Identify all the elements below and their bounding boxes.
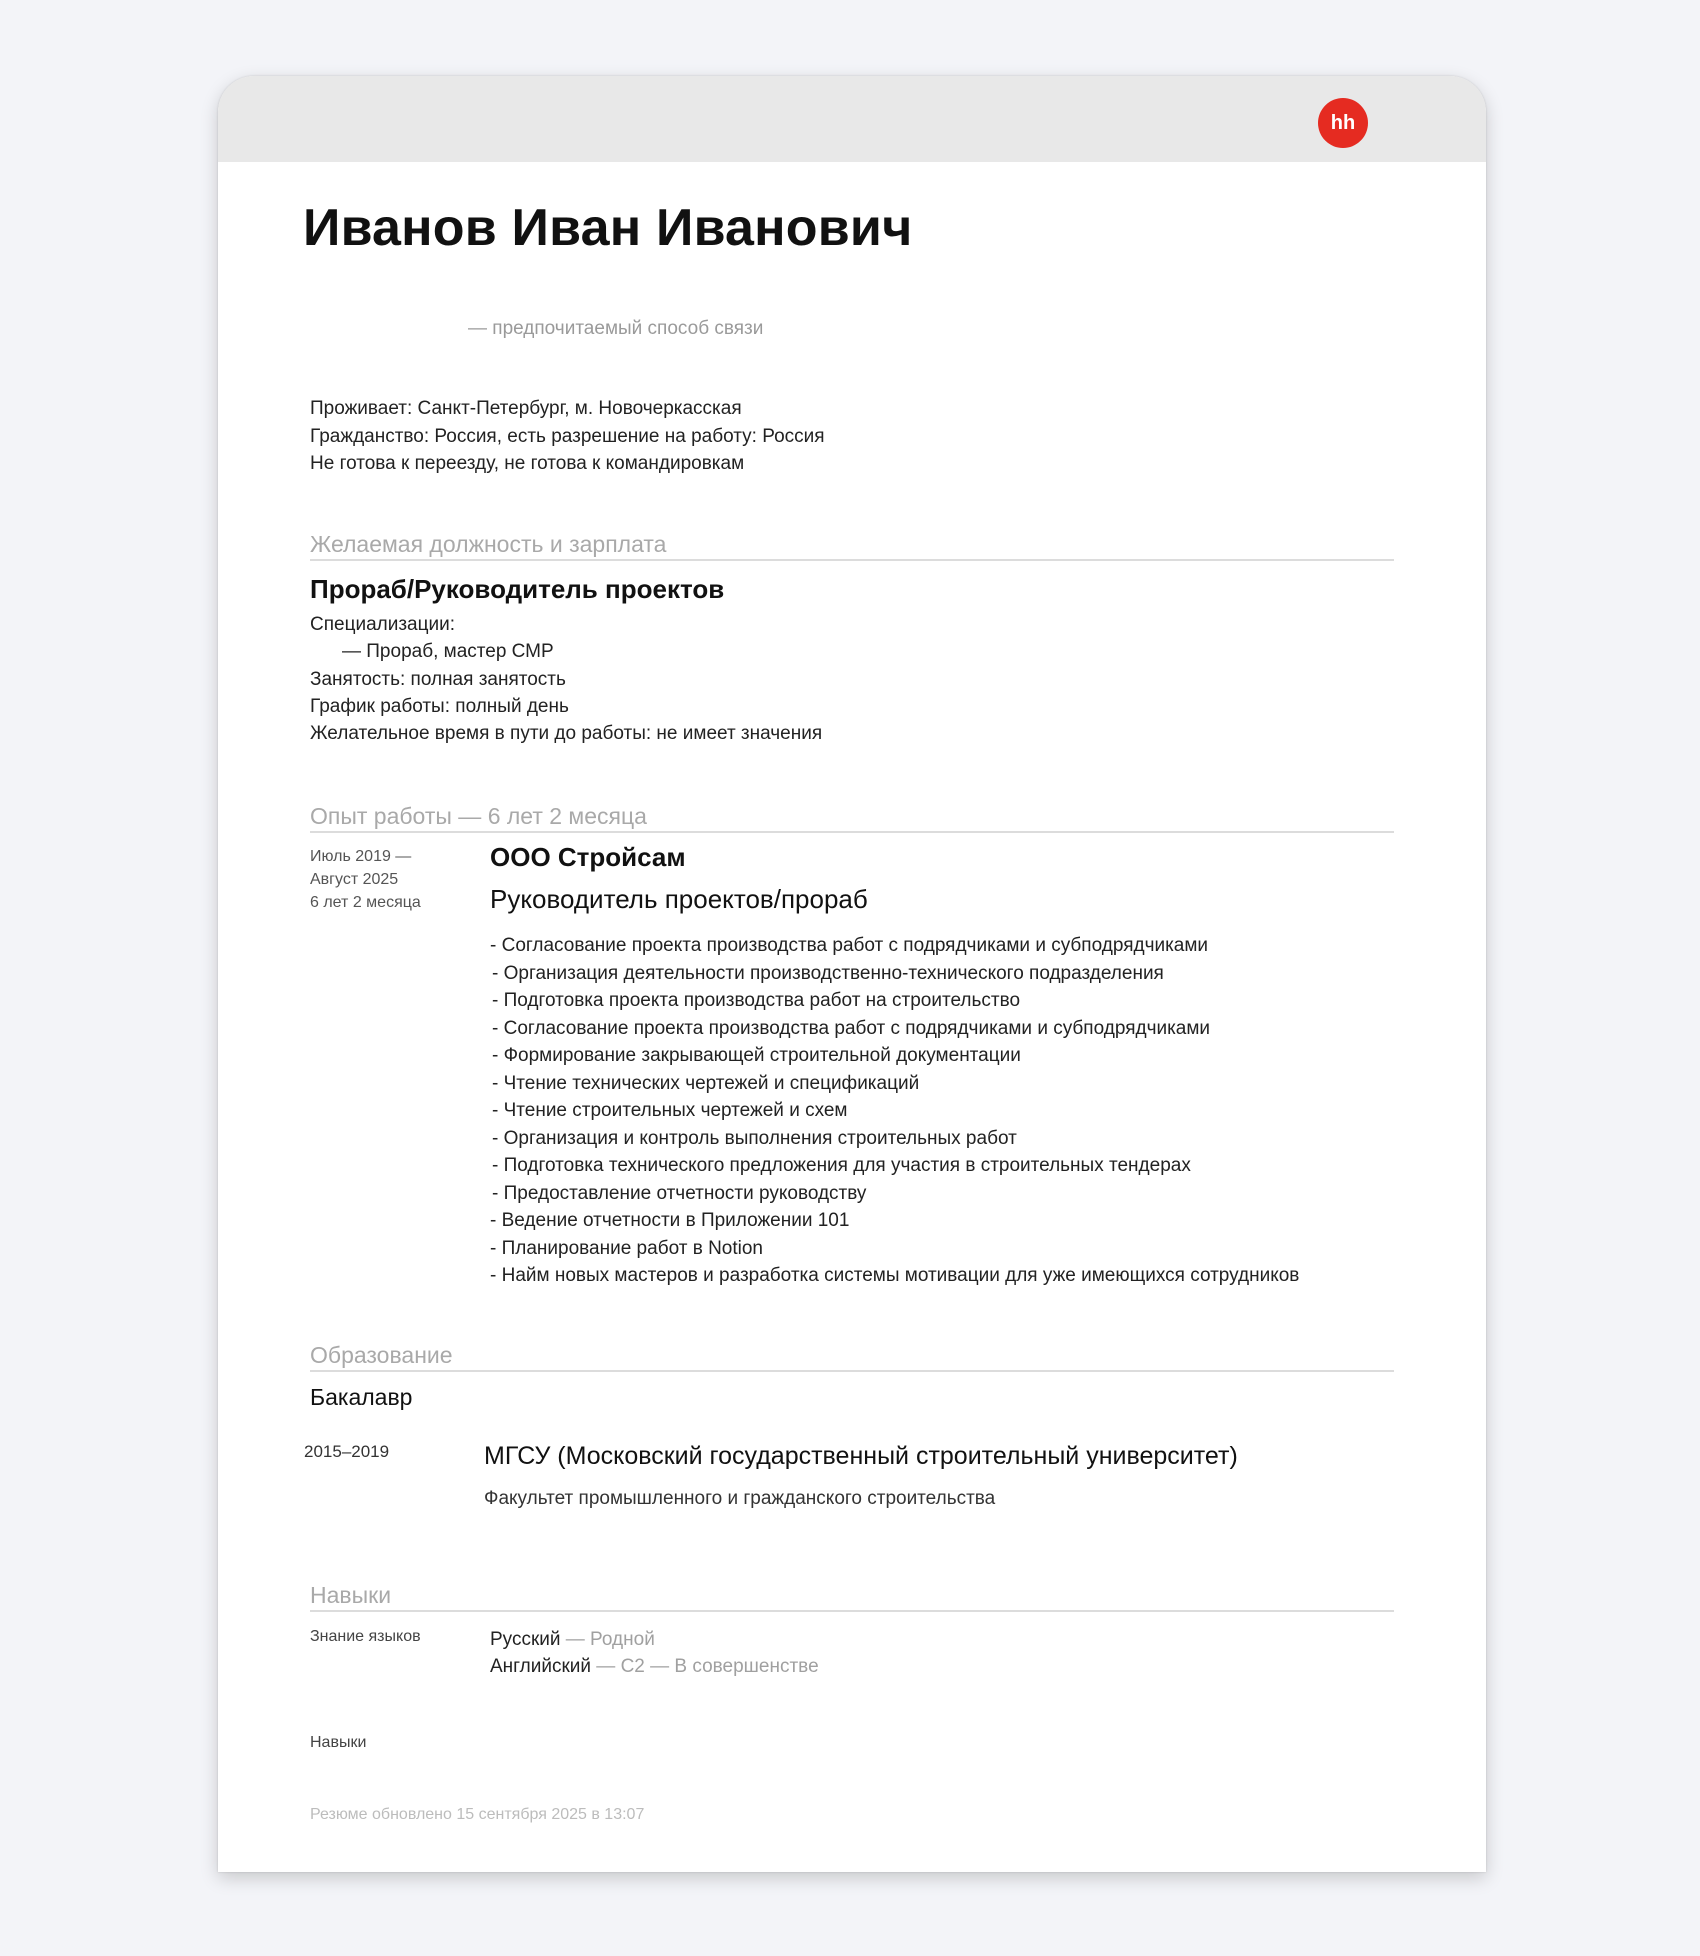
- duty-item: - Подготовка проекта производства работ на строительство: [492, 990, 1021, 1011]
- section-title-skills: Навыки: [310, 1582, 1394, 1612]
- language-name: Английский: [490, 1656, 592, 1677]
- duty-item: - Предоставление отчетности руководству: [492, 1182, 867, 1204]
- language-item: [490, 1629, 655, 1651]
- section-title-education: Образование: [310, 1342, 1394, 1372]
- section-title-desired: Желаемая должность и зарплата: [310, 531, 1394, 561]
- experience-start-date: Июль 2019 —: [310, 848, 412, 865]
- desired-position: Прораб/Руководитель проектов: [310, 574, 725, 604]
- hh-logo-icon: hh: [1318, 98, 1368, 148]
- specialization-item: — Прораб, мастер СМР: [342, 641, 554, 662]
- duty-item: - Ведение отчетности в Приложении 101: [490, 1210, 850, 1231]
- language-name: Русский: [490, 1629, 561, 1650]
- company-name: ООО Стройсам: [490, 842, 686, 872]
- experience-end-date: Август 2025: [310, 871, 399, 888]
- duty-item: - Организация и контроль выполнения строительных работ: [492, 1127, 1017, 1149]
- duty-item: - Согласование проекта производства работ с подрядчиками и субподрядчиками: [492, 1017, 1211, 1039]
- duty-item: - Подготовка технического предложения для участия в строительных тендерах: [492, 1155, 1191, 1176]
- duty-item: - Чтение строительных чертежей и схем: [492, 1100, 848, 1121]
- education-years: 2015–2019: [304, 1442, 390, 1461]
- language-level: — Родной: [560, 1629, 655, 1650]
- residence-info: Проживает: Санкт-Петербург, м. Новочеркасская: [310, 398, 742, 419]
- schedule-info: График работы: полный день: [310, 696, 569, 717]
- duty-item: - Планирование работ в Notion: [490, 1237, 763, 1259]
- faculty-name: Факультет промышленного и гражданского строительства: [484, 1488, 996, 1509]
- commute-info: Желательное время в пути до работы: не имеет значения: [310, 723, 823, 744]
- job-role: Руководитель проектов/прораб: [490, 884, 868, 914]
- duty-item: - Согласование проекта производства работ с подрядчиками и субподрядчиками: [490, 935, 1209, 956]
- relocation-info: Не готова к переезду, не готова к командировкам: [310, 453, 745, 474]
- resume-sheet: [218, 76, 1486, 1872]
- duty-item: - Формирование закрывающей строительной документации: [492, 1045, 1021, 1066]
- duty-item: - Организация деятельности производственно-технического подразделения: [492, 962, 1164, 984]
- language-level: — C2 — В совершенстве: [591, 1656, 819, 1677]
- language-item: [490, 1656, 819, 1678]
- education-degree: Бакалавр: [310, 1384, 413, 1410]
- skills-label: Навыки: [310, 1734, 367, 1751]
- employment-info: Занятость: полная занятость: [310, 669, 566, 690]
- duty-item: - Найм новых мастеров и разработка системы мотивации для уже имеющихся сотрудников: [490, 1265, 1300, 1286]
- candidate-name: Иванов Иван Иванович: [303, 199, 913, 257]
- resume-updated-note: Резюме обновлено 15 сентября 2025 в 13:07: [310, 1806, 645, 1823]
- resume-header-bar: [218, 76, 1486, 162]
- duty-item: - Чтение технических чертежей и спецификаций: [492, 1072, 920, 1094]
- university-name: МГСУ (Московский государственный строительный университет): [484, 1442, 1238, 1470]
- section-title-experience: Опыт работы — 6 лет 2 месяца: [310, 803, 1394, 833]
- preferred-contact-note: — предпочитаемый способ связи: [468, 318, 764, 339]
- citizenship-info: Гражданство: Россия, есть разрешение на работу: Россия: [310, 426, 825, 447]
- languages-label: Знание языков: [310, 1628, 421, 1645]
- specializations-label: Специализации:: [310, 614, 456, 635]
- experience-duration: 6 лет 2 месяца: [310, 894, 421, 911]
